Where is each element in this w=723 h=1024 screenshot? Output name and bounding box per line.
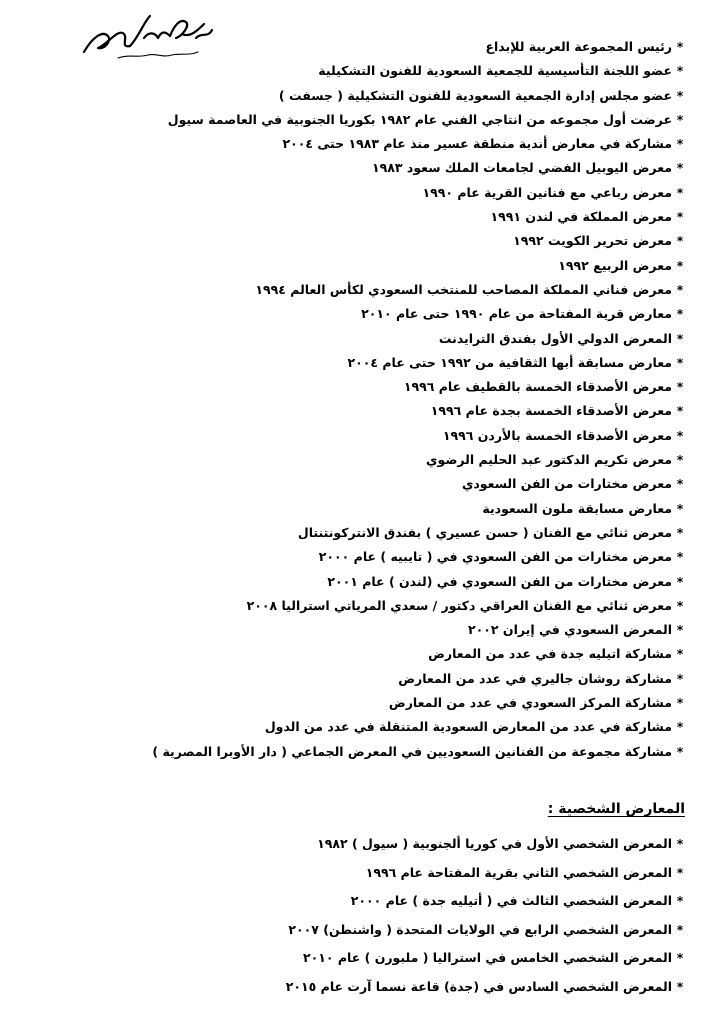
list-item-text: معرض ثنائي مع الفنان ( حسن عسيري ) بفندق الانتركونتنتال xyxy=(297,524,672,540)
list-item xyxy=(65,887,685,916)
list-item-text: معرض الأصدقاء الخمسة بالأردن ١٩٩٦ xyxy=(442,427,672,443)
bullet-icon: * xyxy=(676,622,684,638)
list-item-text: المعرض السعودي في إيران ٢٠٠٢ xyxy=(468,622,672,638)
list-item xyxy=(65,570,685,594)
list-item xyxy=(65,830,685,859)
list-item xyxy=(65,594,685,618)
list-item xyxy=(65,916,685,945)
list-item xyxy=(65,302,685,326)
bullet-icon: * xyxy=(676,184,684,200)
list-item xyxy=(65,229,685,253)
list-item xyxy=(65,642,685,666)
list-item xyxy=(65,375,685,399)
list-item xyxy=(65,399,685,423)
list-item xyxy=(65,205,685,229)
bullet-icon: * xyxy=(676,427,684,443)
list-item-text: معرض الأصدقاء الخمسة بالقطيف عام ١٩٩٦ xyxy=(403,379,672,395)
bullet-icon: * xyxy=(676,670,684,686)
list-item-text: معرض اليوبيل الفضي لجامعات الملك سعود ١٩٨٣ xyxy=(372,160,672,176)
list-item xyxy=(65,132,685,156)
bullet-icon: * xyxy=(676,646,684,662)
list-item xyxy=(65,545,685,569)
list-item-text: مشاركة المركز السعودي في عدد من المعارض xyxy=(388,695,672,711)
list-item xyxy=(65,424,685,448)
list-item xyxy=(65,497,685,521)
bullet-icon: * xyxy=(676,403,684,419)
list-item-text: معرض رباعي مع فنانين القرية عام ١٩٩٠ xyxy=(422,184,672,200)
bullet-icon: * xyxy=(676,87,684,103)
list-item-text: معرض المملكة في لندن ١٩٩١ xyxy=(490,209,672,225)
bullet-icon: * xyxy=(676,63,684,79)
list-item-text: معارض مسابقة ملون السعودية xyxy=(482,500,672,516)
list-item xyxy=(65,859,685,888)
list-item-text: معرض الربيع ١٩٩٢ xyxy=(558,257,672,273)
list-item-text: المعرض الشخصي الثاني بقرية المفتاحة عام ١٩٩٦ xyxy=(365,864,672,880)
bullet-icon: * xyxy=(676,111,684,127)
list-item-text: معرض تكريم الدكتور عبد الحليم الرضوي xyxy=(426,452,672,468)
list-item xyxy=(65,181,685,205)
list-item-text: المعرض الشخصي الثالث في ( أتيليه جدة ) عام ٢٠٠٠ xyxy=(350,893,672,908)
list-item xyxy=(65,618,685,642)
list-item xyxy=(65,715,685,739)
list-item-text: مشاركة مجموعة من الفنانين السعوديين في المعرض الجماعي ( دار الأوبرا المصرية ) xyxy=(152,743,672,759)
bullet-icon: * xyxy=(676,978,684,994)
bullet-icon: * xyxy=(676,379,684,395)
personal-exhibitions-list xyxy=(65,830,685,1001)
list-item xyxy=(65,156,685,180)
list-item-text: معارض قرية المفتاحة من عام ١٩٩٠ حتى عام ٢٠١٠ xyxy=(361,306,672,322)
list-item-text: عرضت أول مجموعه من انتاجي الفني عام ١٩٨٢ بكوريا الجنوبية في العاصمة سيول xyxy=(167,111,672,127)
bullet-icon: * xyxy=(676,452,684,468)
list-item xyxy=(65,472,685,496)
bullet-icon: * xyxy=(676,836,684,851)
list-item xyxy=(65,108,685,132)
bullet-icon: * xyxy=(676,921,684,937)
bullet-icon: * xyxy=(676,330,684,346)
list-item xyxy=(65,521,685,545)
list-item xyxy=(65,448,685,472)
bullet-icon: * xyxy=(676,209,684,225)
bullet-icon: * xyxy=(676,160,684,176)
bullet-icon: * xyxy=(676,950,684,965)
bullet-icon: * xyxy=(676,695,684,711)
list-item-text: معرض ثنائي مع الفنان العراقي دكتور / سعدي المرياتي استراليا ٢٠٠٨ xyxy=(246,597,672,613)
bullet-icon: * xyxy=(676,233,684,249)
bullet-icon: * xyxy=(676,354,684,370)
list-item-text: المعرض الشخصي السادس في (جدة) قاعة نسما آرت عام ٢٠١٥ xyxy=(285,978,672,994)
bullet-icon: * xyxy=(676,281,684,297)
list-item-text: معارض مسابقة أبها الثقافية من ١٩٩٢ حتى عام ٢٠٠٤ xyxy=(347,354,672,370)
list-item-text: المعرض الشخصي الرابع في الولايات المتحدة ( واشنطن) ٢٠٠٧ xyxy=(288,921,672,937)
list-item xyxy=(65,84,685,108)
bullet-icon: * xyxy=(676,573,684,589)
bullet-icon: * xyxy=(676,719,684,735)
bullet-icon: * xyxy=(676,257,684,273)
list-item-text: معرض فناني المملكة المصاحب للمنتخب السعودي لكأس العالم ١٩٩٤ xyxy=(255,281,672,297)
list-item-text: عضو اللجنة التأسيسية للجمعية السعودية للفنون التشكيلية xyxy=(318,63,672,79)
section-heading-personal-exhibitions: المعارض الشخصية : xyxy=(547,801,685,817)
bullet-icon: * xyxy=(676,893,684,908)
bullet-icon: * xyxy=(676,524,684,540)
list-item xyxy=(65,944,685,973)
list-item-text: معرض تحرير الكويت ١٩٩٢ xyxy=(513,233,672,249)
list-item xyxy=(65,667,685,691)
list-item-text: مشاركة اتيليه جدة في عدد من المعارض xyxy=(428,646,672,662)
list-item-text: عضو مجلس إدارة الجمعية السعودية للفنون التشكيلية ( جسفت ) xyxy=(278,87,672,103)
list-item xyxy=(65,740,685,764)
list-item-text: مشاركة في معارض أندية منطقة عسير منذ عام ١٩٨٣ حتى ٢٠٠٤ xyxy=(282,136,672,152)
bullet-icon: * xyxy=(676,39,684,54)
list-item-text: معرض الأصدقاء الخمسة بجدة عام ١٩٩٦ xyxy=(430,403,672,419)
list-item xyxy=(65,351,685,375)
list-item-text: المعرض الشخصي الخامس في استراليا ( ملبورن ) عام ٢٠١٠ xyxy=(303,950,672,965)
bullet-icon: * xyxy=(676,136,684,152)
list-item xyxy=(65,278,685,302)
bullet-icon: * xyxy=(676,549,684,565)
list-item xyxy=(65,59,685,83)
list-item xyxy=(65,254,685,278)
list-item-text: رئيس المجموعة العربية للإبداع xyxy=(485,39,672,54)
achievements-list xyxy=(65,35,685,764)
bullet-icon: * xyxy=(676,864,684,880)
list-item-text: المعرض الدولي الأول بفندق الترايدنت xyxy=(438,330,672,346)
list-item-text: معرض مختارات من الفن السعودي في ( تايبيه ) عام ٢٠٠٠ xyxy=(318,549,672,565)
list-item-text: مشاركة في عدد من المعارض السعودية المتنقلة في عدد من الدول xyxy=(264,719,672,735)
list-item-text: معرض مختارات من الفن السعودي في (لندن ) عام ٢٠٠١ xyxy=(327,573,672,589)
bullet-icon: * xyxy=(676,597,684,613)
list-item xyxy=(65,327,685,351)
bullet-icon: * xyxy=(676,500,684,516)
list-item xyxy=(65,691,685,715)
bullet-icon: * xyxy=(676,306,684,322)
bullet-icon: * xyxy=(676,743,684,759)
list-item xyxy=(65,35,685,59)
bullet-icon: * xyxy=(676,476,684,492)
list-item-text: مشاركة روشان جاليري في عدد من المعارض xyxy=(398,670,672,686)
list-item-text: المعرض الشخصي الأول في كوريا ألجنوبية ( سيول ) ١٩٨٢ xyxy=(317,836,672,851)
list-item-text: معرض مختارات من الفن السعودي xyxy=(461,476,672,492)
list-item xyxy=(65,973,685,1002)
